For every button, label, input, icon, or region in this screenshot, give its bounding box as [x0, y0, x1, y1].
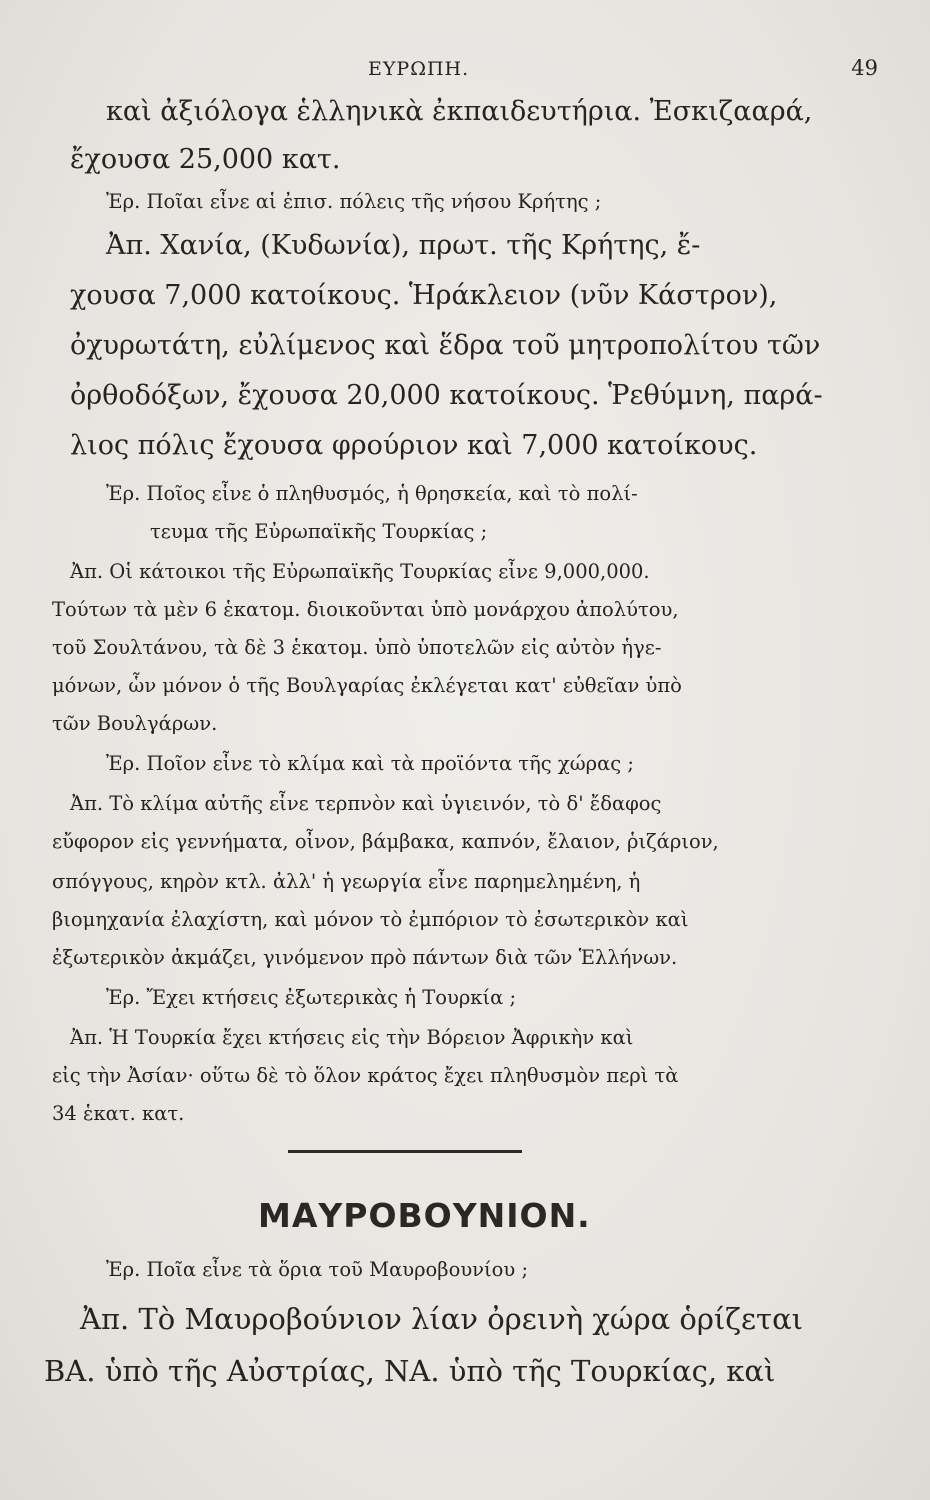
text-line: σπόγγους, κηρὸν κτλ. ἀλλ' ἡ γεωργία εἶνε παρημελημένη, ἡ: [52, 870, 641, 893]
question-line: Ἐρ. Ποῖα εἶνε τὰ ὅρια τοῦ Μαυροβουνίου ;: [106, 1258, 529, 1281]
text-line: Τούτων τὰ μὲν 6 ἑκατομ. διοικοῦνται ὑπὸ μονάρχου ἀπολύτου,: [52, 598, 679, 621]
text-line: εὔφορον εἰς γεννήματα, οἶνον, βάμβακα, καπνόν, ἔλαιον, ῥιζάριον,: [52, 830, 719, 853]
text-line: τῶν Βουλγάρων.: [52, 712, 218, 735]
answer-line: λιος πόλις ἔχουσα φρούριον καὶ 7,000 κατοίκους.: [70, 430, 758, 461]
answer-line: ὀρθοδόξων, ἔχουσα 20,000 κατοίκους. Ῥεθύμνη, παρά-: [70, 380, 823, 411]
text-line: μόνων, ὧν μόνον ὁ τῆς Βουλγαρίας ἐκλέγεται κατ' εὐθεῖαν ὑπὸ: [52, 674, 682, 697]
answer-line: Ἀπ. Χανία, (Κυδωνία), πρωτ. τῆς Κρήτης, ἔ-: [106, 230, 701, 261]
text-line: τευμα τῆς Εὐρωπαϊκῆς Τουρκίας ;: [150, 520, 488, 543]
section-divider: [288, 1150, 522, 1153]
text-line: ἔχουσα 25,000 κατ.: [70, 144, 341, 175]
text-line: Ἐρ. Ἔχει κτήσεις ἐξωτερικὰς ἡ Τουρκία ;: [106, 986, 517, 1009]
text-line: Ἐρ. Ποῖον εἶνε τὸ κλίμα καὶ τὰ προϊόντα τῆς χώρας ;: [106, 752, 634, 775]
page-number: 49: [851, 56, 878, 80]
text-line: ἐξωτερικὸν ἀκμάζει, γινόμενον πρὸ πάντων διὰ τῶν Ἑλλήνων.: [52, 946, 678, 969]
text-line: 34 ἑκατ. κατ.: [52, 1102, 185, 1125]
text-line: Ἀπ. Τὸ κλίμα αὐτῆς εἶνε τερπνὸν καὶ ὑγιεινόν, τὸ δ' ἔδαφος: [70, 792, 662, 815]
text-line: Ἐρ. Ποῖος εἶνε ὁ πληθυσμός, ἡ θρησκεία, καὶ τὸ πολί-: [106, 482, 638, 505]
answer-line: Ἀπ. Τὸ Μαυροβούνιον λίαν ὀρεινὴ χώρα ὁρίζεται: [80, 1302, 804, 1336]
answer-line: χουσα 7,000 κατοίκους. Ἡράκλειον (νῦν Κάστρον),: [70, 280, 778, 311]
answer-line: ὀχυρωτάτη, εὐλίμενος καὶ ἕδρα τοῦ μητροπολίτου τῶν: [70, 330, 821, 361]
question-line: Ἐρ. Ποῖαι εἶνε αἱ ἐπισ. πόλεις τῆς νήσου Κρήτης ;: [106, 190, 602, 213]
text-line: βιομηχανία ἐλαχίστη, καὶ μόνον τὸ ἐμπόριον τὸ ἐσωτερικὸν καὶ: [52, 908, 689, 931]
text-line: Ἀπ. Ἡ Τουρκία ἔχει κτήσεις εἰς τὴν Βόρειον Ἀφρικὴν καὶ: [70, 1026, 634, 1049]
text-line: τοῦ Σουλτάνου, τὰ δὲ 3 ἑκατομ. ὑπὸ ὑποτελῶν εἰς αὐτὸν ἡγε-: [52, 636, 662, 659]
answer-line: ΒΑ. ὑπὸ τῆς Αὐστρίας, ΝΑ. ὑπὸ τῆς Τουρκίας, καὶ: [44, 1354, 776, 1388]
text-line: Ἀπ. Οἱ κάτοικοι τῆς Εὐρωπαϊκῆς Τουρκίας εἶνε 9,000,000.: [70, 560, 650, 583]
text-line: καὶ ἀξιόλογα ἑλληνικὰ ἐκπαιδευτήρια. Ἐσκιζααρά,: [106, 96, 813, 127]
running-title: ΕΥΡΩΠΗ.: [368, 58, 470, 80]
running-head: [0, 52, 930, 92]
text-line: εἰς τὴν Ἀσίαν· οὕτω δὲ τὸ ὅλον κράτος ἔχει πληθυσμὸν περὶ τὰ: [52, 1064, 679, 1087]
section-title: ΜΑΥΡΟΒΟΥΝΙΟΝ.: [258, 1196, 591, 1235]
